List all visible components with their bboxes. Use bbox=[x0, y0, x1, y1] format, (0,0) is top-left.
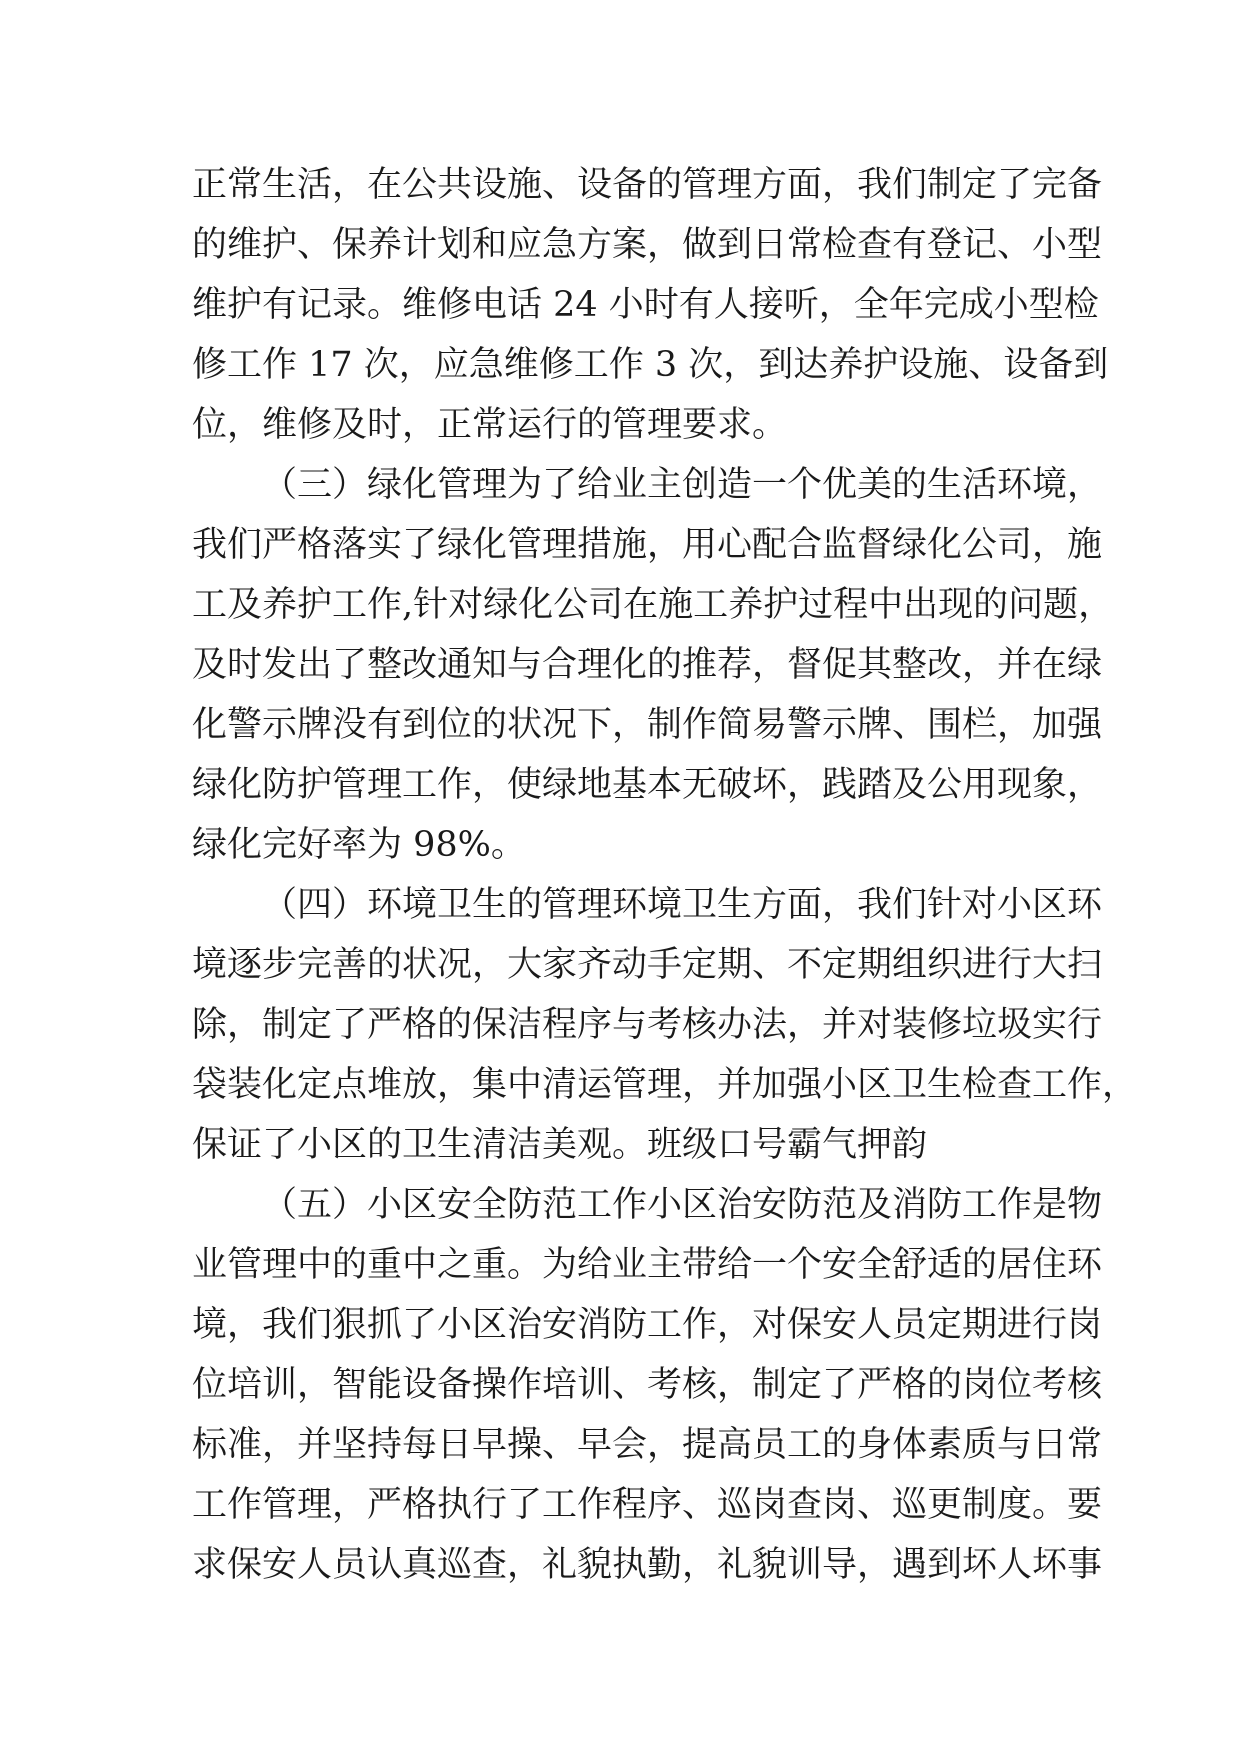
text-line: 标准，并坚持每日早操、早会，提高员工的身体素质与日常 bbox=[192, 1425, 1103, 1465]
text-line: 袋装化定点堆放，集中清运管理，并加强小区卫生检查工作， bbox=[192, 1065, 1138, 1105]
text-line: 绿化防护管理工作，使绿地基本无破坏，践踏及公用现象， bbox=[192, 765, 1103, 805]
text-line: 除，制定了严格的保洁程序与考核办法，并对装修垃圾实行 bbox=[192, 1005, 1103, 1045]
text-line: 位培训，智能设备操作培训、考核，制定了严格的岗位考核 bbox=[192, 1365, 1103, 1405]
text-line: 我们严格落实了绿化管理措施，用心配合监督绿化公司，施 bbox=[192, 525, 1103, 565]
text-line: 求保安人员认真巡查，礼貌执勤，礼貌训导，遇到坏人坏事 bbox=[192, 1545, 1103, 1585]
paragraph-greening-management bbox=[192, 455, 1114, 875]
text-line: 化警示牌没有到位的状况下，制作简易警示牌、围栏，加强 bbox=[192, 705, 1103, 745]
text-line: 位，维修及时，正常运行的管理要求。 bbox=[192, 405, 788, 445]
text-line: 的维护、保养计划和应急方案，做到日常检查有登记、小型 bbox=[192, 225, 1103, 265]
document-body bbox=[192, 155, 1138, 1595]
paragraph-facilities-maintenance bbox=[192, 155, 1109, 455]
text-line: （五）小区安全防范工作小区治安防范及消防工作是物 bbox=[262, 1185, 1103, 1225]
text-line: 工作管理，严格执行了工作程序、巡岗查岗、巡更制度。要 bbox=[192, 1485, 1103, 1525]
text-line: 维护有记录。维修电话 24 小时有人接听，全年完成小型检 bbox=[192, 285, 1099, 325]
text-line: 及时发出了整改通知与合理化的推荐，督促其整改，并在绿 bbox=[192, 645, 1103, 685]
text-line: 业管理中的重中之重。为给业主带给一个安全舒适的居住环 bbox=[192, 1245, 1103, 1285]
text-line: 绿化完好率为 98%。 bbox=[192, 825, 526, 865]
paragraph-security-prevention bbox=[192, 1175, 1103, 1595]
paragraph-environmental-hygiene bbox=[192, 875, 1138, 1175]
text-line: 境逐步完善的状况，大家齐动手定期、不定期组织进行大扫 bbox=[192, 945, 1103, 985]
text-line: 修工作 17 次，应急维修工作 3 次，到达养护设施、设备到 bbox=[192, 345, 1109, 385]
text-line: 保证了小区的卫生清洁美观。班级口号霸气押韵 bbox=[192, 1125, 928, 1165]
text-line: （三）绿化管理为了给业主创造一个优美的生活环境， bbox=[262, 465, 1103, 505]
text-line: 境，我们狠抓了小区治安消防工作，对保安人员定期进行岗 bbox=[192, 1305, 1103, 1345]
text-line: 正常生活，在公共设施、设备的管理方面，我们制定了完备 bbox=[192, 165, 1103, 205]
text-line: （四）环境卫生的管理环境卫生方面，我们针对小区环 bbox=[262, 885, 1103, 925]
text-line: 工及养护工作,针对绿化公司在施工养护过程中出现的问题， bbox=[192, 585, 1114, 625]
